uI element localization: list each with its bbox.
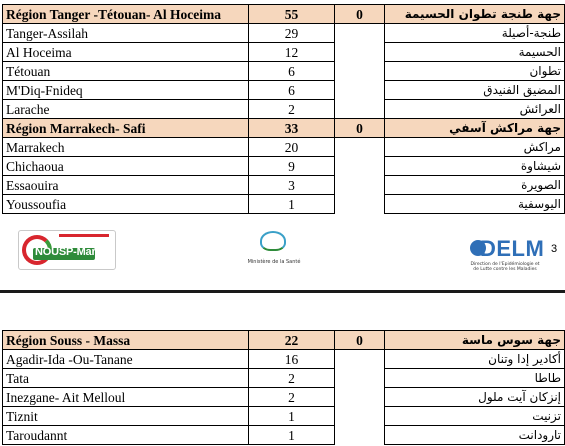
place-name-cell: M'Diq-Fnideq xyxy=(3,81,249,100)
place-name-cell: Inezgane- Ait Melloul xyxy=(3,388,249,407)
zero-cell xyxy=(335,157,385,176)
arabic-name-cell: جهة مراكش آسفي xyxy=(385,119,565,138)
region-row xyxy=(3,119,565,138)
place-name-cell: Région Marrakech- Safi xyxy=(3,119,249,138)
city-row xyxy=(3,388,565,407)
count-cell: 1 xyxy=(249,195,335,214)
arabic-name-cell: الصويرة xyxy=(385,176,565,195)
city-row xyxy=(3,157,565,176)
arabic-name-cell: إنزكان آيت ملول xyxy=(385,388,565,407)
city-row xyxy=(3,24,565,43)
count-cell: 3 xyxy=(249,176,335,195)
arabic-name-cell: شيشاوة xyxy=(385,157,565,176)
ministry-emblem-icon xyxy=(260,231,286,251)
region-table-bottom xyxy=(2,330,565,445)
place-name-cell: Taroudannt xyxy=(3,426,249,445)
region-table-top xyxy=(2,4,565,214)
place-name-cell: Agadir-Ida -Ou-Tanane xyxy=(3,350,249,369)
city-row xyxy=(3,138,565,157)
zero-cell xyxy=(335,138,385,157)
arabic-name-cell: الحسيمة xyxy=(385,43,565,62)
arabic-name-cell: تارودانت xyxy=(385,426,565,445)
city-row xyxy=(3,195,565,214)
place-name-cell: Tiznit xyxy=(3,407,249,426)
arabic-name-cell: العرائش xyxy=(385,100,565,119)
count-cell: 12 xyxy=(249,43,335,62)
city-row xyxy=(3,176,565,195)
count-cell: 2 xyxy=(249,100,335,119)
arabic-name-cell: طنجة-أصيلة xyxy=(385,24,565,43)
zero-cell xyxy=(335,407,385,426)
count-cell: 29 xyxy=(249,24,335,43)
count-cell: 16 xyxy=(249,350,335,369)
zero-cell xyxy=(335,195,385,214)
count-cell: 1 xyxy=(249,407,335,426)
arabic-name-cell: مراكش xyxy=(385,138,565,157)
count-cell: 22 xyxy=(249,331,335,350)
count-cell: 6 xyxy=(249,62,335,81)
arabic-name-cell: المضيق الفنيدق xyxy=(385,81,565,100)
arabic-name-cell: جهة سوس ماسة xyxy=(385,331,565,350)
zero-cell xyxy=(335,100,385,119)
city-row xyxy=(3,426,565,445)
nousp-maroc-logo xyxy=(18,230,116,270)
delm-caption: Direction de l'Epidémiologie et de Lutte contre les Maladies xyxy=(470,262,540,272)
place-name-cell: Al Hoceima xyxy=(3,43,249,62)
arabic-name-cell: تزنيت xyxy=(385,407,565,426)
ministry-of-health-logo xyxy=(244,229,304,274)
city-row xyxy=(3,407,565,426)
city-row xyxy=(3,100,565,119)
place-name-cell: Marrakech xyxy=(3,138,249,157)
count-cell: 33 xyxy=(249,119,335,138)
place-name-cell: Chichaoua xyxy=(3,157,249,176)
count-cell: 2 xyxy=(249,369,335,388)
count-cell: 6 xyxy=(249,81,335,100)
place-name-cell: Larache xyxy=(3,100,249,119)
arabic-name-cell: تطوان xyxy=(385,62,565,81)
arabic-name-cell: جهة طنجة تطوان الحسيمة xyxy=(385,5,565,24)
arabic-name-cell: اليوسفية xyxy=(385,195,565,214)
place-name-cell: Région Souss - Massa xyxy=(3,331,249,350)
count-cell: 55 xyxy=(249,5,335,24)
count-cell: 20 xyxy=(249,138,335,157)
place-name-cell: Youssoufia xyxy=(3,195,249,214)
delm-logo-text: DELM xyxy=(480,236,545,261)
count-cell: 2 xyxy=(249,388,335,407)
zero-cell: 0 xyxy=(335,119,385,138)
city-row xyxy=(3,81,565,100)
zero-cell xyxy=(335,62,385,81)
arabic-name-cell: طاطا xyxy=(385,369,565,388)
place-name-cell: Tata xyxy=(3,369,249,388)
zero-cell: 0 xyxy=(335,331,385,350)
place-name-cell: Essaouira xyxy=(3,176,249,195)
zero-cell: 0 xyxy=(335,5,385,24)
page-number: 3 xyxy=(551,243,558,255)
zero-cell xyxy=(335,81,385,100)
zero-cell xyxy=(335,24,385,43)
zero-cell xyxy=(335,369,385,388)
zero-cell xyxy=(335,176,385,195)
arabic-name-cell: أكادير إدا وتنان xyxy=(385,350,565,369)
nousp-logo-text: NOUSP-Maroc xyxy=(35,246,108,258)
count-cell: 9 xyxy=(249,157,335,176)
zero-cell xyxy=(335,426,385,445)
region-row xyxy=(3,5,565,24)
zero-cell xyxy=(335,388,385,407)
delm-logo xyxy=(470,236,545,276)
zero-cell xyxy=(335,350,385,369)
city-row xyxy=(3,43,565,62)
place-name-cell: Tétouan xyxy=(3,62,249,81)
place-name-cell: Région Tanger -Tétouan- Al Hoceima xyxy=(3,5,249,24)
page-separator xyxy=(0,290,565,293)
ministry-caption: Ministère de la Santé xyxy=(247,259,301,265)
region-row xyxy=(3,331,565,350)
place-name-cell: Tanger-Assilah xyxy=(3,24,249,43)
city-row xyxy=(3,369,565,388)
zero-cell xyxy=(335,43,385,62)
city-row xyxy=(3,62,565,81)
city-row xyxy=(3,350,565,369)
count-cell: 1 xyxy=(249,426,335,445)
